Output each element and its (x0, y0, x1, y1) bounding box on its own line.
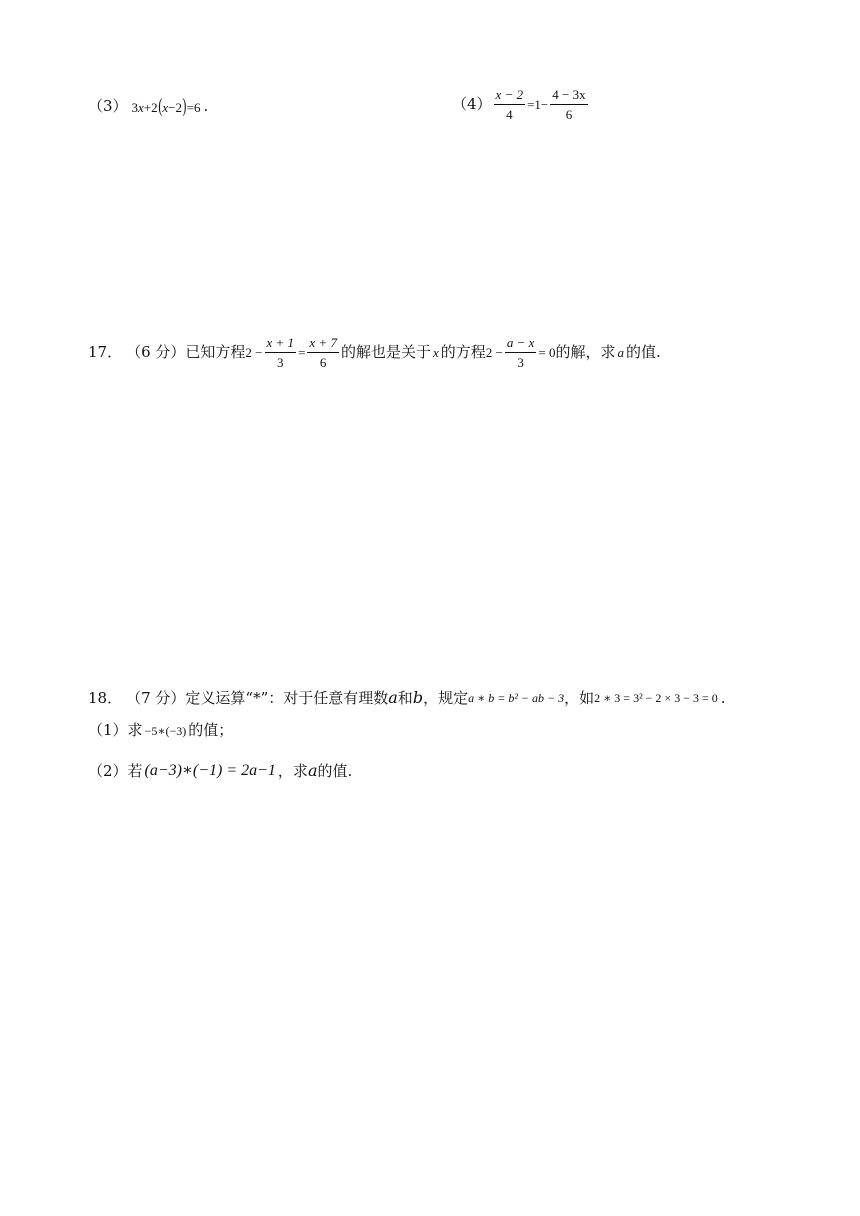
q18-text-and: 和 (397, 688, 413, 707)
q17-eq2-lead: 2 − (485, 345, 503, 361)
q18 (88, 690, 726, 706)
q18-text-c: ，如 (564, 688, 595, 707)
q18-part2-var-a: a (307, 761, 318, 780)
q18-text: 定义运算“*”：对于任意有理数 (185, 688, 389, 707)
q17-points: （6 分） (126, 343, 186, 362)
q18-part1-expr: −5∗(−3) (144, 723, 187, 738)
q17-eq1-lead: 2 − (245, 345, 263, 361)
q16-part3-label: （3） (88, 96, 128, 115)
q16-part4-fraction-1: $\frac{x - 2}{4}$ (495, 87, 524, 122)
q16-part3-period: . (203, 96, 209, 115)
q17-eq1-fraction-2: $\frac{x + 7}{6}$ (309, 335, 337, 370)
q17-number: 17． (88, 343, 123, 362)
q16-part3 (88, 96, 208, 116)
q17-text-b: 的解也是关于 (340, 343, 431, 362)
q17-text-c: 的方程 (440, 343, 486, 362)
q18-part2-label: （2）若 (88, 761, 143, 780)
q16-part4-middle: =1− (527, 97, 549, 113)
q18-part2-tail-a: ，求 (277, 761, 308, 780)
q18-rule: a ∗ b = b² − ab − 3 (468, 691, 565, 705)
q18-part2 (88, 763, 352, 779)
q17-eq2-tail: = 0 (538, 345, 556, 361)
q16-part4-fraction-2: $\frac{4 - 3x}{6}$ (552, 87, 586, 122)
q17-eq1-equals: = (298, 345, 306, 361)
q16-part4 (452, 88, 590, 121)
q18-number: 18． (88, 688, 123, 707)
q17-eq1-fraction-1: $\frac{x + 1}{3}$ (266, 335, 295, 370)
q16-part3-equation: 3x+2(x−2)=6 (131, 95, 201, 117)
q17-var-a: a (617, 345, 625, 361)
q18-part1-label: （1）求 (88, 721, 143, 739)
q17-text-d: 的解，求 (555, 343, 616, 362)
q17-text: 已知方程 (185, 343, 246, 362)
q18-part2-tail-b: 的值. (317, 761, 353, 780)
q18-var-a: a (388, 688, 398, 707)
q18-part1-tail: 的值； (188, 721, 234, 739)
q17 (88, 336, 661, 369)
q18-points: （7 分） (126, 688, 186, 707)
q17-var-x: x (432, 345, 439, 361)
q18-example: 2 ∗ 3 = 3² − 2 × 3 − 3 = 0 (594, 691, 718, 705)
q17-eq2-fraction: $\frac{a - x}{3}$ (506, 335, 535, 370)
q16-part4-label: （4） (452, 95, 492, 114)
q18-part2-expr: (a−3)∗(−1) = 2a−1 (144, 762, 276, 779)
q18-period: . (720, 688, 726, 707)
q18-var-b: b (412, 688, 424, 707)
q18-text-b: ，规定 (423, 688, 469, 707)
q17-text-e: 的值. (626, 343, 661, 362)
q18-part1 (88, 723, 233, 738)
